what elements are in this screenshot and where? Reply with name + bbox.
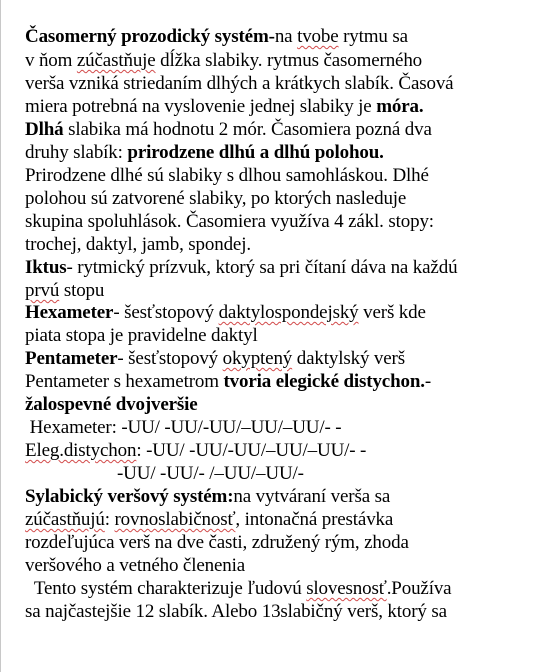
text-run: slabika má hodnotu 2 mór. Časomiera pozná dva [63,119,432,140]
text-run: na [274,26,298,47]
spellcheck-flagged-word: tvobe [297,26,339,47]
text-run: Pentameter s hexametrom [25,371,224,392]
text-line [25,211,434,233]
text-line [25,96,423,118]
spellcheck-flagged-word: prvú [25,280,60,301]
spellcheck-flagged-word: zúčastňuje [76,50,156,71]
text-line [25,486,390,508]
text-line [25,532,409,554]
text-run: , intonačná prestávka [235,509,394,530]
text-run: dĺžka slabiky. rytmus časomerného [155,50,423,71]
bold-text: Pentameter [25,348,118,369]
bold-text: Dlhá [25,119,64,140]
text-run: druhy slabík: [25,142,128,163]
spellcheck-flagged-word: rovnoslabičnosť [114,509,236,530]
text-line [25,142,384,164]
text-run: -UU/ -UU/- /–UU/–UU/- [25,463,304,484]
spellcheck-flagged-word: Eleg.distychon [25,440,137,461]
text-run: daktylský verš [292,348,405,369]
text-run: sa najčastejšie 12 slabík. Alebo 13slabičný verš, ktorý sa [25,601,447,622]
text-line [25,26,408,48]
text-line [25,348,405,370]
text-run: skupina spoluhlások. Časomiera využíva 4 zákl. stopy: [25,211,434,232]
text-run: miera potrebná na vyslovenie jednej slabiky je [25,96,377,117]
text-line [25,463,304,485]
spellcheck-flagged-word: daktylospondejský [218,302,359,323]
spellcheck-flagged-word: slovesnosť [306,578,387,599]
text-line [25,394,198,416]
text-run: Hexameter: -UU/ -UU/-UU/–UU/–UU/- - [25,417,342,438]
text-run: rytmu sa [338,26,408,47]
text-run: : [104,509,115,530]
text-line [25,119,432,141]
text-run: - šesťstopový [117,348,223,369]
text-run: - [424,371,432,392]
text-run: .Používa [386,578,452,599]
text-run: - rytmický prízvuk, ktorý sa pri čítaní dáva na každú [66,257,458,278]
text-line [25,234,251,256]
bold-text: Hexameter [25,302,114,323]
text-run: verša vzniká striedaním dlhých a krátkych slabík. Časová [25,73,454,94]
bold-text: móra. [376,96,424,117]
text-run: veršového a vetného členenia [25,555,246,576]
text-run: rozdeľujúca verš na dve časti, združený rým, zhoda [25,532,409,553]
bold-text: prirodzene dlhú a dlhú polohou. [127,142,384,163]
text-line [25,188,406,210]
text-run: v ňom [25,50,77,71]
text-line [25,73,453,95]
text-line [25,601,447,623]
spellcheck-flagged-word: okyptený [222,348,293,369]
text-line [25,50,422,72]
text-line [25,302,426,324]
text-run: - šesťstopový [113,302,219,323]
text-run: trochej, daktyl, jamb, spondej. [25,234,251,255]
text-run: piata stopa je pravidelne daktyl [25,325,258,346]
text-line [25,440,366,462]
text-run: Prirodzene dlhé sú slabiky s dlhou samohláskou. Dlhé [25,165,429,186]
text-line [25,165,429,187]
text-line [25,280,104,302]
text-run: na vytváraní verša sa [233,486,391,507]
text-line [25,371,431,393]
text-run: verš kde [358,302,426,323]
text-line [25,257,457,279]
bold-text: tvoria elegické distychon. [223,371,425,392]
text-run: : -UU/ -UU/-UU/–UU/–UU/- - [136,440,367,461]
text-line [25,555,245,577]
bold-text: žalospevné dvojveršie [25,394,198,415]
text-line [25,578,451,600]
text-run: stopu [59,280,105,301]
bold-text: Iktus [25,257,67,278]
bold-text: Časomerný prozodický systém- [25,26,275,47]
text-line [25,325,258,347]
bold-text: Sylabický veršový systém: [25,486,234,507]
text-run: Tento systém charakterizuje ľudovú [25,578,307,599]
text-line [25,509,393,531]
text-run: polohou sú zatvorené slabiky, po ktorých nasleduje [25,188,407,209]
text-line [25,417,341,439]
spellcheck-flagged-word: zúčastňujú [25,509,105,530]
